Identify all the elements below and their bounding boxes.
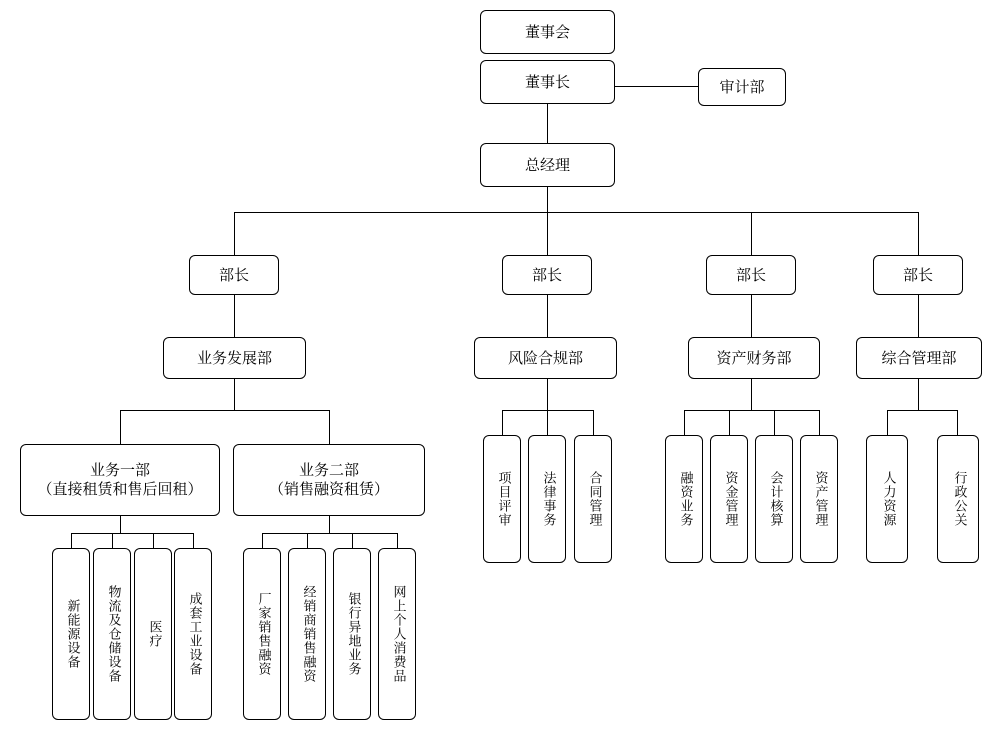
connector-admin-child-1 bbox=[887, 410, 888, 435]
node-board[interactable] bbox=[480, 10, 615, 54]
node-biz2-child-3[interactable] bbox=[333, 548, 371, 720]
node-minister-1[interactable] bbox=[189, 255, 279, 295]
node-biz1-child-4[interactable] bbox=[174, 548, 212, 720]
connector-risk-down bbox=[547, 379, 548, 410]
connector-risk-child-1 bbox=[502, 410, 503, 435]
node-finance-child-2[interactable] bbox=[710, 435, 748, 563]
connector-bus-to-minister3 bbox=[751, 212, 752, 255]
node-dept-admin-label: 综合管理部 bbox=[881, 348, 957, 367]
connector-finance-child-3 bbox=[774, 410, 775, 435]
node-general-manager[interactable] bbox=[480, 143, 615, 187]
node-biz2-child-1[interactable] bbox=[243, 548, 281, 720]
node-minister-3-label: 部长 bbox=[735, 265, 766, 284]
connector-biz1-child-3 bbox=[153, 533, 154, 548]
node-risk-child-2-label: 法律事务 bbox=[540, 471, 556, 527]
connector-business-down bbox=[234, 379, 235, 410]
node-biz1-child-1[interactable] bbox=[52, 548, 90, 720]
node-chairman-label: 董事长 bbox=[524, 72, 570, 91]
node-biz1-child-3-label: 医疗 bbox=[146, 620, 162, 648]
node-business-unit-1-subtitle: （直接租赁和售后回租） bbox=[37, 480, 203, 498]
connector-business-to-biz2 bbox=[329, 410, 330, 444]
connector-admin-bus bbox=[887, 410, 958, 411]
node-biz2-child-2[interactable] bbox=[288, 548, 326, 720]
node-biz1-child-3[interactable] bbox=[134, 548, 172, 720]
connector-biz2-down bbox=[329, 516, 330, 533]
node-board-label: 董事会 bbox=[524, 22, 570, 41]
node-dept-business[interactable] bbox=[163, 337, 306, 379]
node-finance-child-1-label: 融资业务 bbox=[677, 471, 693, 527]
connector-minister2-dept bbox=[547, 295, 548, 337]
node-business-unit-2[interactable] bbox=[233, 444, 425, 516]
node-general-manager-label: 总经理 bbox=[524, 155, 570, 174]
connector-biz2-bus bbox=[262, 533, 397, 534]
node-business-unit-1[interactable] bbox=[20, 444, 220, 516]
connector-admin-child-2 bbox=[957, 410, 958, 435]
connector-gm-down bbox=[547, 187, 548, 212]
connector-finance-down bbox=[751, 379, 752, 410]
connector-biz1-child-1 bbox=[71, 533, 72, 548]
node-risk-child-3-label: 合同管理 bbox=[586, 471, 602, 527]
connector-finance-child-1 bbox=[684, 410, 685, 435]
node-audit-label: 审计部 bbox=[719, 77, 765, 96]
node-finance-child-4-label: 资产管理 bbox=[812, 471, 828, 527]
connector-risk-child-2 bbox=[547, 410, 548, 435]
connector-finance-child-2 bbox=[729, 410, 730, 435]
node-dept-admin[interactable] bbox=[856, 337, 982, 379]
node-dept-risk[interactable] bbox=[474, 337, 617, 379]
node-finance-child-3[interactable] bbox=[755, 435, 793, 563]
connector-biz2-child-3 bbox=[352, 533, 353, 548]
node-biz1-child-2-label: 物流及仓储设备 bbox=[105, 585, 121, 683]
connector-minister4-dept bbox=[918, 295, 919, 337]
node-chairman[interactable] bbox=[480, 60, 615, 104]
node-risk-child-1-label: 项目评审 bbox=[495, 471, 511, 527]
node-minister-4-label: 部长 bbox=[902, 265, 933, 284]
connector-biz1-down bbox=[120, 516, 121, 533]
node-dept-risk-label: 风险合规部 bbox=[507, 348, 583, 367]
node-minister-1-label: 部长 bbox=[218, 265, 249, 284]
connector-bus-to-minister1 bbox=[234, 212, 235, 255]
connector-bus-to-minister4 bbox=[918, 212, 919, 255]
node-biz2-child-4-label: 网上个人消费品 bbox=[390, 585, 406, 683]
node-biz1-child-1-label: 新能源设备 bbox=[64, 599, 80, 669]
node-dept-finance[interactable] bbox=[688, 337, 820, 379]
node-minister-2[interactable] bbox=[502, 255, 592, 295]
connector-admin-down bbox=[918, 379, 919, 410]
node-audit[interactable] bbox=[698, 68, 786, 106]
node-finance-child-4[interactable] bbox=[800, 435, 838, 563]
node-admin-child-2-label: 行政公关 bbox=[951, 471, 967, 527]
node-finance-child-3-label: 会计核算 bbox=[767, 471, 783, 527]
connector-chairman-gm bbox=[547, 104, 548, 143]
node-finance-child-1[interactable] bbox=[665, 435, 703, 563]
connector-minister3-dept bbox=[751, 295, 752, 337]
node-admin-child-1-label: 人力资源 bbox=[880, 471, 896, 527]
node-dept-finance-label: 资产财务部 bbox=[716, 348, 792, 367]
node-business-unit-2-subtitle: （销售融资租赁） bbox=[268, 480, 389, 498]
connector-business-to-biz1 bbox=[120, 410, 121, 444]
node-biz2-child-2-label: 经销商销售融资 bbox=[300, 585, 316, 683]
node-biz1-child-4-label: 成套工业设备 bbox=[186, 592, 202, 676]
connector-finance-bus bbox=[684, 410, 819, 411]
node-minister-3[interactable] bbox=[706, 255, 796, 295]
node-dept-business-label: 业务发展部 bbox=[196, 348, 272, 367]
node-risk-child-1[interactable] bbox=[483, 435, 521, 563]
node-finance-child-2-label: 资金管理 bbox=[722, 471, 738, 527]
node-risk-child-2[interactable] bbox=[528, 435, 566, 563]
connector-biz1-child-2 bbox=[112, 533, 113, 548]
connector-biz2-child-2 bbox=[307, 533, 308, 548]
connector-finance-child-4 bbox=[819, 410, 820, 435]
node-biz2-child-1-label: 厂家销售融资 bbox=[255, 592, 271, 676]
node-business-unit-2-title: 业务二部 bbox=[298, 461, 359, 480]
node-minister-4[interactable] bbox=[873, 255, 963, 295]
node-biz1-child-2[interactable] bbox=[93, 548, 131, 720]
connector-chairman-audit bbox=[615, 86, 698, 87]
connector-minister1-dept bbox=[234, 295, 235, 337]
connector-biz2-child-4 bbox=[397, 533, 398, 548]
node-business-unit-1-title: 业务一部 bbox=[89, 461, 150, 480]
node-biz2-child-4[interactable] bbox=[378, 548, 416, 720]
connector-business-bus bbox=[120, 410, 329, 411]
node-minister-2-label: 部长 bbox=[531, 265, 562, 284]
connector-bus-to-minister2 bbox=[547, 212, 548, 255]
node-admin-child-1[interactable] bbox=[866, 435, 908, 563]
connector-main-bus bbox=[234, 212, 918, 213]
node-risk-child-3[interactable] bbox=[574, 435, 612, 563]
connector-biz2-child-1 bbox=[262, 533, 263, 548]
node-admin-child-2[interactable] bbox=[937, 435, 979, 563]
connector-biz1-bus bbox=[71, 533, 193, 534]
node-biz2-child-3-label: 银行异地业务 bbox=[345, 592, 361, 676]
connector-risk-child-3 bbox=[593, 410, 594, 435]
connector-biz1-child-4 bbox=[193, 533, 194, 548]
